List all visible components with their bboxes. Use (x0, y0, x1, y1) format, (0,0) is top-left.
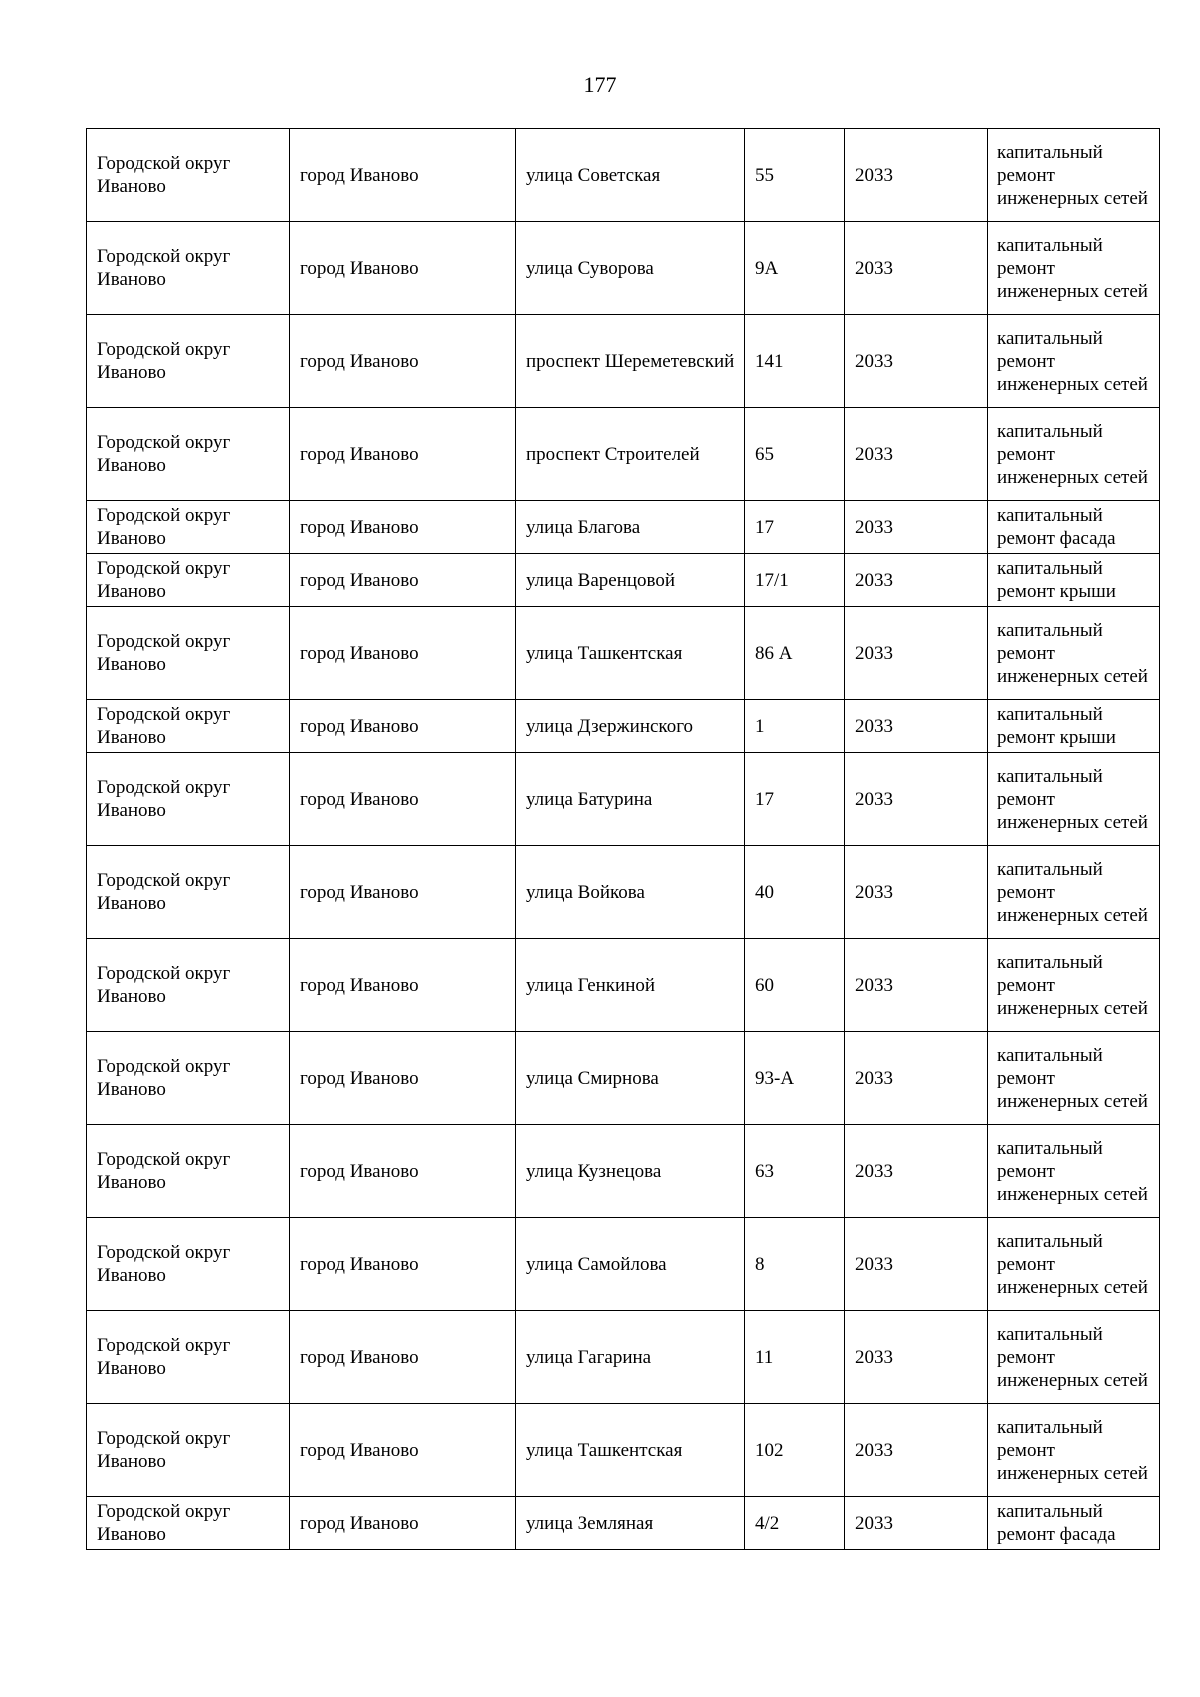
table-row (87, 554, 1160, 607)
house-number-cell: 65 (745, 408, 845, 501)
table-row (87, 1404, 1160, 1497)
work-type-cell: капитальный ремонт фасада (988, 1497, 1160, 1550)
municipality-cell: Городской округ Иваново (87, 1404, 290, 1497)
street-cell: улица Ташкентская (516, 1404, 745, 1497)
table-row (87, 1497, 1160, 1550)
work-type-cell: капитальный ремонт инженерных сетей (988, 1032, 1160, 1125)
house-number-cell: 9А (745, 222, 845, 315)
street-cell: улица Благова (516, 501, 745, 554)
municipality-cell: Городской округ Иваново (87, 753, 290, 846)
table-row (87, 1125, 1160, 1218)
locality-cell: город Иваново (290, 501, 516, 554)
year-cell: 2033 (845, 222, 988, 315)
work-type-cell: капитальный ремонт инженерных сетей (988, 1218, 1160, 1311)
table-row (87, 222, 1160, 315)
table-row (87, 753, 1160, 846)
municipality-cell: Городской округ Иваново (87, 1032, 290, 1125)
year-cell: 2033 (845, 501, 988, 554)
municipality-cell: Городской округ Иваново (87, 501, 290, 554)
year-cell: 2033 (845, 1311, 988, 1404)
table-row (87, 700, 1160, 753)
house-number-cell: 102 (745, 1404, 845, 1497)
work-type-cell: капитальный ремонт инженерных сетей (988, 1125, 1160, 1218)
work-type-cell: капитальный ремонт инженерных сетей (988, 315, 1160, 408)
table-row (87, 501, 1160, 554)
municipality-cell: Городской округ Иваново (87, 700, 290, 753)
street-cell: улица Кузнецова (516, 1125, 745, 1218)
street-cell: улица Суворова (516, 222, 745, 315)
house-number-cell: 17 (745, 753, 845, 846)
house-number-cell: 60 (745, 939, 845, 1032)
locality-cell: город Иваново (290, 408, 516, 501)
table-row (87, 1311, 1160, 1404)
house-number-cell: 17 (745, 501, 845, 554)
house-number-cell: 55 (745, 129, 845, 222)
locality-cell: город Иваново (290, 315, 516, 408)
house-number-cell: 17/1 (745, 554, 845, 607)
locality-cell: город Иваново (290, 554, 516, 607)
locality-cell: город Иваново (290, 1125, 516, 1218)
municipality-cell: Городской округ Иваново (87, 607, 290, 700)
table-row (87, 1218, 1160, 1311)
street-cell: улица Варенцовой (516, 554, 745, 607)
year-cell: 2033 (845, 846, 988, 939)
locality-cell: город Иваново (290, 1218, 516, 1311)
house-number-cell: 93-А (745, 1032, 845, 1125)
municipality-cell: Городской округ Иваново (87, 129, 290, 222)
street-cell: улица Советская (516, 129, 745, 222)
work-type-cell: капитальный ремонт крыши (988, 554, 1160, 607)
work-type-cell: капитальный ремонт инженерных сетей (988, 753, 1160, 846)
house-number-cell: 8 (745, 1218, 845, 1311)
table-row (87, 315, 1160, 408)
street-cell: улица Земляная (516, 1497, 745, 1550)
year-cell: 2033 (845, 1497, 988, 1550)
work-type-cell: капитальный ремонт инженерных сетей (988, 1404, 1160, 1497)
house-number-cell: 86 А (745, 607, 845, 700)
year-cell: 2033 (845, 1218, 988, 1311)
work-type-cell: капитальный ремонт инженерных сетей (988, 939, 1160, 1032)
year-cell: 2033 (845, 554, 988, 607)
locality-cell: город Иваново (290, 700, 516, 753)
year-cell: 2033 (845, 700, 988, 753)
year-cell: 2033 (845, 939, 988, 1032)
page-number: 177 (583, 72, 617, 97)
locality-cell: город Иваново (290, 1032, 516, 1125)
work-type-cell: капитальный ремонт фасада (988, 501, 1160, 554)
municipality-cell: Городской округ Иваново (87, 1125, 290, 1218)
street-cell: улица Самойлова (516, 1218, 745, 1311)
table-row (87, 408, 1160, 501)
municipality-cell: Городской округ Иваново (87, 939, 290, 1032)
work-type-cell: капитальный ремонт инженерных сетей (988, 129, 1160, 222)
house-number-cell: 1 (745, 700, 845, 753)
municipality-cell: Городской округ Иваново (87, 1497, 290, 1550)
house-number-cell: 4/2 (745, 1497, 845, 1550)
repair-schedule-table (86, 128, 1160, 1550)
street-cell: улица Дзержинского (516, 700, 745, 753)
year-cell: 2033 (845, 408, 988, 501)
table-row (87, 939, 1160, 1032)
municipality-cell: Городской округ Иваново (87, 1311, 290, 1404)
year-cell: 2033 (845, 1125, 988, 1218)
locality-cell: город Иваново (290, 1311, 516, 1404)
locality-cell: город Иваново (290, 129, 516, 222)
locality-cell: город Иваново (290, 607, 516, 700)
year-cell: 2033 (845, 607, 988, 700)
municipality-cell: Городской округ Иваново (87, 846, 290, 939)
table-row (87, 846, 1160, 939)
year-cell: 2033 (845, 1032, 988, 1125)
year-cell: 2033 (845, 315, 988, 408)
table-row (87, 1032, 1160, 1125)
locality-cell: город Иваново (290, 1404, 516, 1497)
street-cell: проспект Шереметевский (516, 315, 745, 408)
street-cell: улица Войкова (516, 846, 745, 939)
locality-cell: город Иваново (290, 222, 516, 315)
table-row (87, 129, 1160, 222)
work-type-cell: капитальный ремонт инженерных сетей (988, 408, 1160, 501)
municipality-cell: Городской округ Иваново (87, 315, 290, 408)
year-cell: 2033 (845, 129, 988, 222)
street-cell: улица Ташкентская (516, 607, 745, 700)
locality-cell: город Иваново (290, 939, 516, 1032)
work-type-cell: капитальный ремонт инженерных сетей (988, 1311, 1160, 1404)
municipality-cell: Городской округ Иваново (87, 222, 290, 315)
locality-cell: город Иваново (290, 753, 516, 846)
locality-cell: город Иваново (290, 846, 516, 939)
house-number-cell: 63 (745, 1125, 845, 1218)
street-cell: улица Гагарина (516, 1311, 745, 1404)
street-cell: улица Батурина (516, 753, 745, 846)
locality-cell: город Иваново (290, 1497, 516, 1550)
work-type-cell: капитальный ремонт крыши (988, 700, 1160, 753)
work-type-cell: капитальный ремонт инженерных сетей (988, 607, 1160, 700)
work-type-cell: капитальный ремонт инженерных сетей (988, 222, 1160, 315)
work-type-cell: капитальный ремонт инженерных сетей (988, 846, 1160, 939)
house-number-cell: 141 (745, 315, 845, 408)
house-number-cell: 11 (745, 1311, 845, 1404)
table-row (87, 607, 1160, 700)
street-cell: проспект Строителей (516, 408, 745, 501)
municipality-cell: Городской округ Иваново (87, 554, 290, 607)
street-cell: улица Смирнова (516, 1032, 745, 1125)
municipality-cell: Городской округ Иваново (87, 1218, 290, 1311)
municipality-cell: Городской округ Иваново (87, 408, 290, 501)
year-cell: 2033 (845, 1404, 988, 1497)
street-cell: улица Генкиной (516, 939, 745, 1032)
year-cell: 2033 (845, 753, 988, 846)
house-number-cell: 40 (745, 846, 845, 939)
